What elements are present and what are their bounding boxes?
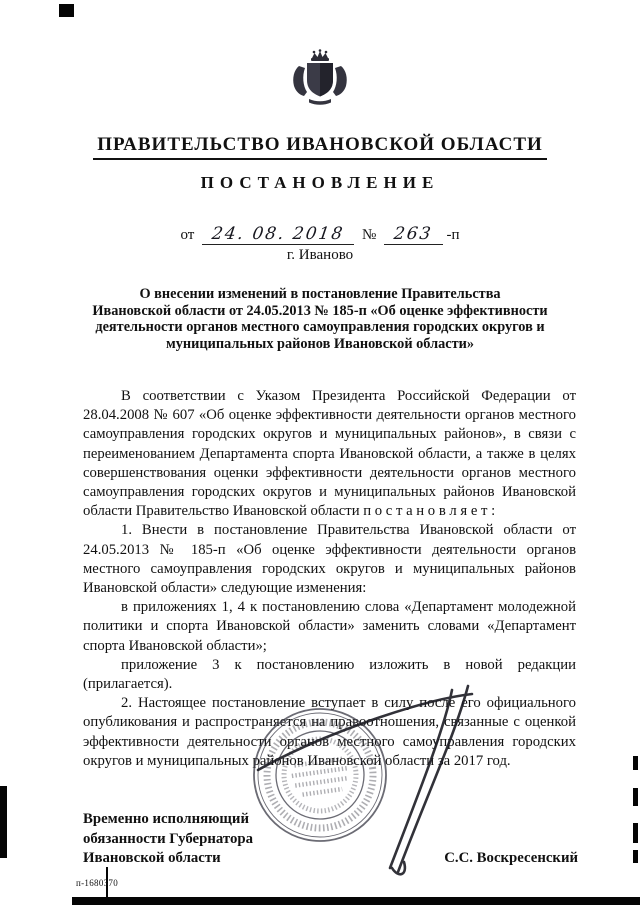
city-line: г. Иваново: [286, 247, 354, 263]
number-suffix-label: -п: [446, 227, 460, 243]
number-blank: [384, 224, 442, 245]
scan-artifact: [72, 897, 640, 905]
body-paragraph: 1. Внести в постановление Правительства Ивановской области от 24.05.2013 № 185-п «Об оценке эффективности деятельности органов местного самоуправления городских округов и муниципальных районов Ивановской области» следующие изменения:: [83, 522, 576, 597]
handwritten-number: 263: [392, 224, 434, 244]
signer-position: [83, 810, 253, 869]
org-title-text: ПРАВИТЕЛЬСТВО ИВАНОВСКОЙ ОБЛАСТИ: [93, 134, 547, 160]
handwritten-date: 24. 08. 2018: [210, 224, 346, 244]
number-sign-label: №: [361, 227, 377, 243]
subject-line: деятельности органов местного самоуправления городских округов и: [95, 319, 545, 336]
signer-name: С.С. Воскресенский: [444, 850, 578, 866]
date-prefix-label: от: [180, 227, 195, 243]
signature-block: [83, 810, 578, 869]
body-paragraph: В соответствии с Указом Президента Российской Федерации от 28.04.2008 № 607 «Об оценке эффективности деятельности органов местного самоуправления городских округов и муниципальных районов», в связи с переименованием Департамента спорта Ивановской области, а также в целях совершенствования оценки эффективности деятельности органов местного самоуправления городских округов и муниципальных районов Ивановской области Правительство Ивановской области п о с т а н о в л я е т :: [83, 388, 576, 520]
subject-line: муниципальных районов Ивановской области»: [166, 335, 474, 352]
body-paragraph: в приложениях 1, 4 к постановлению слова «Департамент молодежной политики и спорта Ивановской области» заменить словами «Департамент спорта Ивановской области»;: [83, 599, 576, 654]
date-number-line: [0, 224, 640, 245]
scan-artifact: [633, 756, 638, 770]
scan-artifact: [59, 4, 74, 17]
org-title: [0, 134, 640, 160]
signer-position-line: Временно исполняющий: [83, 811, 249, 827]
scan-artifact: [0, 786, 7, 858]
coat-of-arms-icon: [287, 48, 353, 106]
subject-line: Ивановской области от 24.05.2013 № 185-п «Об оценке эффективности: [92, 302, 548, 319]
date-blank: [202, 224, 354, 245]
body-paragraph: приложение 3 к постановлению изложить в новой редакции (прилагается).: [83, 656, 576, 693]
signer-position-line: обязанности Губернатора: [83, 830, 253, 847]
subject-line: О внесении изменений в постановление Правительства: [139, 286, 501, 302]
body-paragraph: 2. Настоящее постановление вступает в силу после его официального опубликования и распространяется на правоотношения, связанные с оценкой эффективности деятельности органов местного самоуправления городских округов и муниципальных районов Ивановской области за 2017 год.: [83, 695, 576, 769]
scan-artifact: [633, 850, 638, 863]
signer-position-line: Ивановской области: [83, 850, 221, 866]
scan-artifact: [633, 788, 638, 806]
document-body: [83, 387, 576, 771]
doc-type-title: ПОСТАНОВЛЕНИЕ: [200, 173, 440, 192]
subject-title: [62, 286, 578, 352]
scan-artifact: [633, 823, 638, 843]
document-registration-code: п-1680370: [76, 878, 119, 888]
